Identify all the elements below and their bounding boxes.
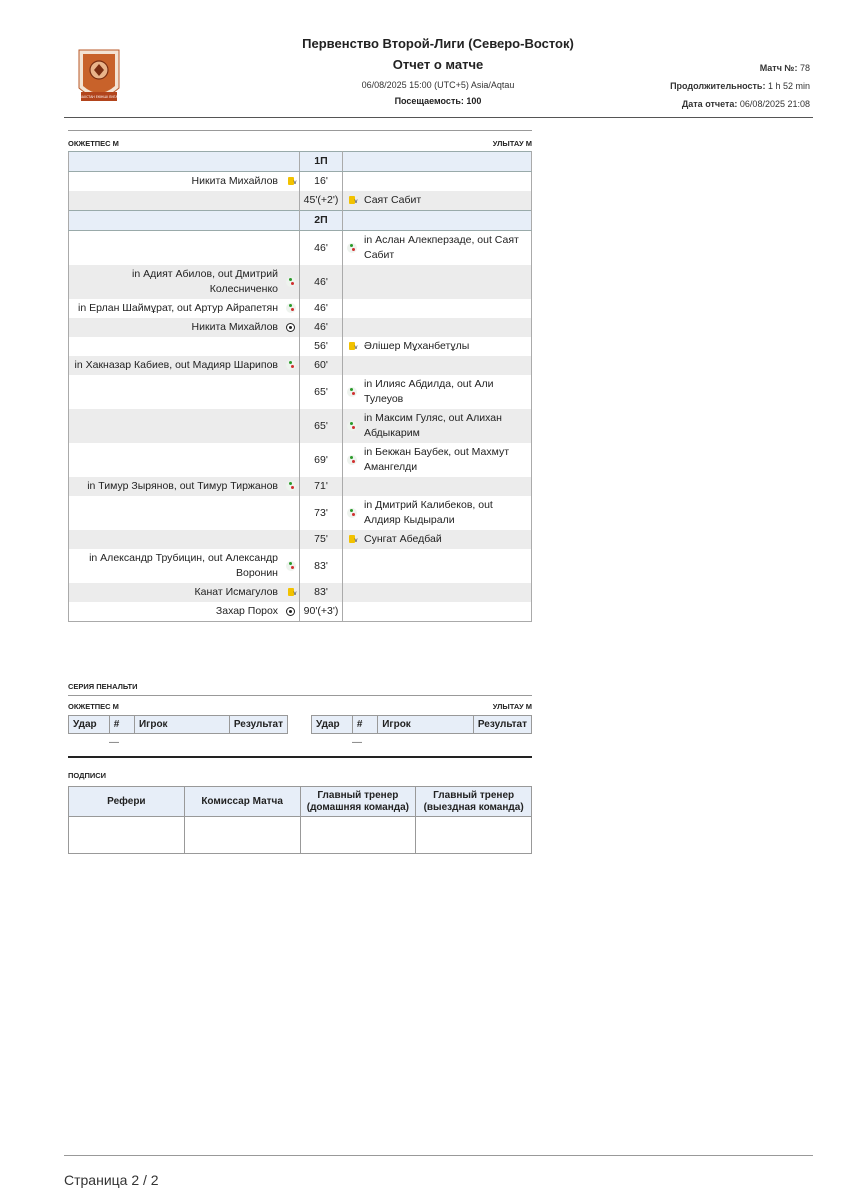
event-time: 46': [300, 231, 343, 266]
penalties-away-table: [311, 715, 532, 734]
event-time: 56': [300, 337, 343, 356]
attendance: [270, 96, 606, 106]
away-event-text: [360, 356, 532, 375]
pen-col-shot: Удар: [69, 716, 110, 734]
away-event-text: in Аслан Алекперзаде, out Саят Сабит: [360, 231, 532, 266]
away-event-icon-cell: [343, 409, 361, 443]
substitution-icon: [347, 508, 357, 518]
away-event-icon-cell: [343, 356, 361, 375]
substitution-icon: [347, 243, 357, 253]
away-event-text: in Бекжан Баубек, out Махмут Амангелди: [360, 443, 532, 477]
sig-home-coach-line1: Главный тренер: [317, 789, 399, 801]
report-date: [682, 99, 810, 109]
yellow-card-icon: [349, 196, 355, 204]
home-event-icon-cell: [282, 530, 300, 549]
half-label: 2П: [300, 211, 343, 231]
home-event-icon-cell: [282, 299, 300, 318]
event-row: [69, 191, 532, 211]
report-date-label: Дата отчета:: [681, 99, 738, 109]
away-event-icon-cell: [343, 318, 361, 337]
home-team-name: ОКЖЕТПЕС М: [68, 139, 119, 148]
home-event-text: [69, 496, 283, 530]
pen-col-result: Результат: [229, 716, 287, 734]
events-table: [68, 151, 532, 622]
league-logo: [75, 48, 123, 106]
away-event-icon-cell: [343, 337, 361, 356]
sig-home-coach-line2: (домашняя команда): [306, 801, 409, 813]
home-event-text: Никита Михайлов: [69, 172, 283, 192]
penalties-home-empty: —: [109, 737, 119, 748]
half-label: 1П: [300, 152, 343, 172]
yellow-card-icon: [288, 588, 294, 596]
teams-row: [68, 130, 532, 151]
home-event-text: in Тимур Зырянов, out Тимур Тиржанов: [69, 477, 283, 496]
event-row: [69, 265, 532, 299]
home-event-icon-cell: [282, 583, 300, 602]
match-duration: [670, 81, 810, 91]
event-row: [69, 337, 532, 356]
event-row: [69, 375, 532, 409]
home-event-text: in Александр Трубицин, out Александр Воронин: [69, 549, 283, 583]
match-datetime: 06/08/2025 15:00 (UTC+5) Asia/Aqtau: [361, 80, 515, 90]
event-row: [69, 172, 532, 192]
substitution-icon: [347, 455, 357, 465]
home-event-text: Никита Михайлов: [69, 318, 283, 337]
home-event-icon-cell: [282, 356, 300, 375]
away-event-text: Саят Сабит: [360, 191, 532, 211]
away-event-icon-cell: [343, 443, 361, 477]
away-team-name: УЛЫТАУ М: [492, 139, 532, 148]
substitution-icon: [347, 421, 357, 431]
signatures-title: ПОДПИСИ: [68, 771, 107, 780]
substitution-icon: [286, 561, 296, 571]
away-event-text: [360, 265, 532, 299]
report-title: Отчет о матче: [392, 57, 484, 72]
away-event-icon-cell: [343, 172, 361, 192]
pen-col-player: Игрок: [378, 716, 474, 734]
home-event-icon-cell: [282, 477, 300, 496]
home-event-icon-cell: [282, 409, 300, 443]
attendance-value: 100: [466, 96, 482, 106]
attendance-label: Посещаемость:: [394, 96, 464, 106]
away-event-text: [360, 477, 532, 496]
home-event-icon-cell: [282, 318, 300, 337]
home-event-text: [69, 337, 283, 356]
event-row: [69, 477, 532, 496]
pen-col-result: Результат: [473, 716, 531, 734]
event-row: [69, 602, 532, 622]
event-time: 83': [300, 583, 343, 602]
event-row: [69, 356, 532, 375]
event-time: 60': [300, 356, 343, 375]
event-time: 16': [300, 172, 343, 192]
match-number-value: 78: [799, 63, 810, 73]
home-event-icon-cell: [282, 443, 300, 477]
home-event-icon-cell: [282, 496, 300, 530]
away-event-text: Сунгат Абедбай: [360, 530, 532, 549]
match-number: [760, 63, 810, 73]
half-header-second: [69, 211, 532, 231]
away-event-icon-cell: [343, 191, 361, 211]
event-time: 90'(+3'): [300, 602, 343, 622]
sig-away-coach-line2: (выездная команда): [423, 801, 524, 813]
away-event-text: [360, 602, 532, 622]
event-time: 69': [300, 443, 343, 477]
substitution-icon: [286, 360, 296, 370]
event-row: [69, 530, 532, 549]
home-event-text: [69, 409, 283, 443]
away-event-icon-cell: [343, 231, 361, 266]
away-event-text: [360, 172, 532, 192]
away-event-text: [360, 549, 532, 583]
pen-col-player: Игрок: [134, 716, 229, 734]
away-event-icon-cell: [343, 530, 361, 549]
events-body: [69, 152, 532, 622]
home-event-text: [69, 443, 283, 477]
event-row: [69, 496, 532, 530]
event-time: 45'(+2'): [300, 191, 343, 211]
home-event-text: Захар Порох: [69, 602, 283, 622]
away-event-icon-cell: [343, 299, 361, 318]
home-event-icon-cell: [282, 337, 300, 356]
home-event-text: [69, 530, 283, 549]
yellow-card-icon: [349, 535, 355, 543]
sig-home-coach: [300, 787, 416, 817]
away-event-icon-cell: [343, 375, 361, 409]
home-event-text: [69, 231, 283, 266]
sig-away-coach: [416, 787, 532, 817]
away-event-text: in Максим Гуляс, out Алихан Абдыкарим: [360, 409, 532, 443]
away-event-text: in Дмитрий Калибеков, out Алдияр Кыдырали: [360, 496, 532, 530]
pen-col-number: #: [352, 716, 377, 734]
home-event-icon-cell: [282, 265, 300, 299]
event-row: [69, 549, 532, 583]
away-event-icon-cell: [343, 602, 361, 622]
home-event-text: in Адият Абилов, out Дмитрий Колесниченко: [69, 265, 283, 299]
penalties-away-team: УЛЫТАУ М: [492, 702, 532, 711]
sig-away-coach-box[interactable]: [416, 817, 532, 854]
sig-away-coach-line1: Главный тренер: [433, 789, 515, 801]
away-event-icon-cell: [343, 583, 361, 602]
away-event-icon-cell: [343, 477, 361, 496]
away-event-text: in Илияс Абдилда, out Али Тулеуов: [360, 375, 532, 409]
event-time: 65': [300, 409, 343, 443]
home-event-icon-cell: [282, 191, 300, 211]
substitution-icon: [286, 481, 296, 491]
duration-value: 1 h 52 min: [767, 81, 810, 91]
event-time: 65': [300, 375, 343, 409]
away-event-icon-cell: [343, 549, 361, 583]
sig-commissioner: Комиссар Матча: [184, 787, 300, 817]
header-divider: [64, 117, 813, 118]
yellow-card-icon: [288, 177, 294, 185]
penalties-home-table: [68, 715, 288, 734]
event-row: [69, 443, 532, 477]
pen-col-shot: Удар: [312, 716, 353, 734]
away-event-text: [360, 583, 532, 602]
league-title: Первенство Второй-Лиги (Северо-Восток): [302, 36, 574, 51]
away-event-icon-cell: [343, 265, 361, 299]
goal-icon: [286, 323, 295, 332]
duration-label: Продолжительность:: [670, 81, 766, 91]
penalties-teams-row: [68, 695, 532, 710]
section-divider: [68, 756, 532, 758]
event-row: [69, 318, 532, 337]
home-event-text: [69, 375, 283, 409]
match-number-label: Матч №:: [759, 63, 798, 73]
pen-col-number: #: [109, 716, 134, 734]
yellow-card-icon: [349, 342, 355, 350]
away-event-text: [360, 318, 532, 337]
event-time: 75': [300, 530, 343, 549]
signatures-table: [68, 786, 532, 854]
event-time: 71': [300, 477, 343, 496]
event-time: 83': [300, 549, 343, 583]
home-event-text: in Хакназар Кабиев, out Мадияр Шарипов: [69, 356, 283, 375]
penalties-title: СЕРИЯ ПЕНАЛЬТИ: [68, 682, 138, 691]
event-row: [69, 231, 532, 266]
logo-text: КАЗАХСТАН ЕКІНШІ ЛИГАСЫ: [75, 95, 123, 99]
sig-referee: Рефери: [69, 787, 185, 817]
event-row: [69, 299, 532, 318]
sig-commissioner-box[interactable]: [184, 817, 300, 854]
home-event-text: Канат Исмагулов: [69, 583, 283, 602]
event-time: 73': [300, 496, 343, 530]
substitution-icon: [347, 387, 357, 397]
home-event-icon-cell: [282, 549, 300, 583]
away-event-icon-cell: [343, 496, 361, 530]
sig-home-coach-box[interactable]: [300, 817, 416, 854]
home-event-icon-cell: [282, 375, 300, 409]
footer-divider: [64, 1155, 813, 1156]
event-row: [69, 409, 532, 443]
page-number: Страница 2 / 2: [64, 1172, 159, 1188]
goal-icon: [286, 607, 295, 616]
event-time: 46': [300, 265, 343, 299]
home-event-icon-cell: [282, 172, 300, 192]
event-time: 46': [300, 318, 343, 337]
substitution-icon: [286, 277, 296, 287]
penalties-home-team: ОКЖЕТПЕС М: [68, 702, 119, 711]
event-time: 46': [300, 299, 343, 318]
substitution-icon: [286, 303, 296, 313]
home-event-icon-cell: [282, 602, 300, 622]
away-event-text: Әлішер Мұханбетұлы: [360, 337, 532, 356]
event-row: [69, 583, 532, 602]
half-header-first: [69, 152, 532, 172]
penalties-away-empty: —: [352, 737, 362, 748]
away-event-text: [360, 299, 532, 318]
report-date-value: 06/08/2025 21:08: [739, 99, 810, 109]
home-event-text: in Ерлан Шаймұрат, out Артур Айрапетян: [69, 299, 283, 318]
home-event-icon-cell: [282, 231, 300, 266]
sig-referee-box[interactable]: [69, 817, 185, 854]
home-event-text: [69, 191, 283, 211]
